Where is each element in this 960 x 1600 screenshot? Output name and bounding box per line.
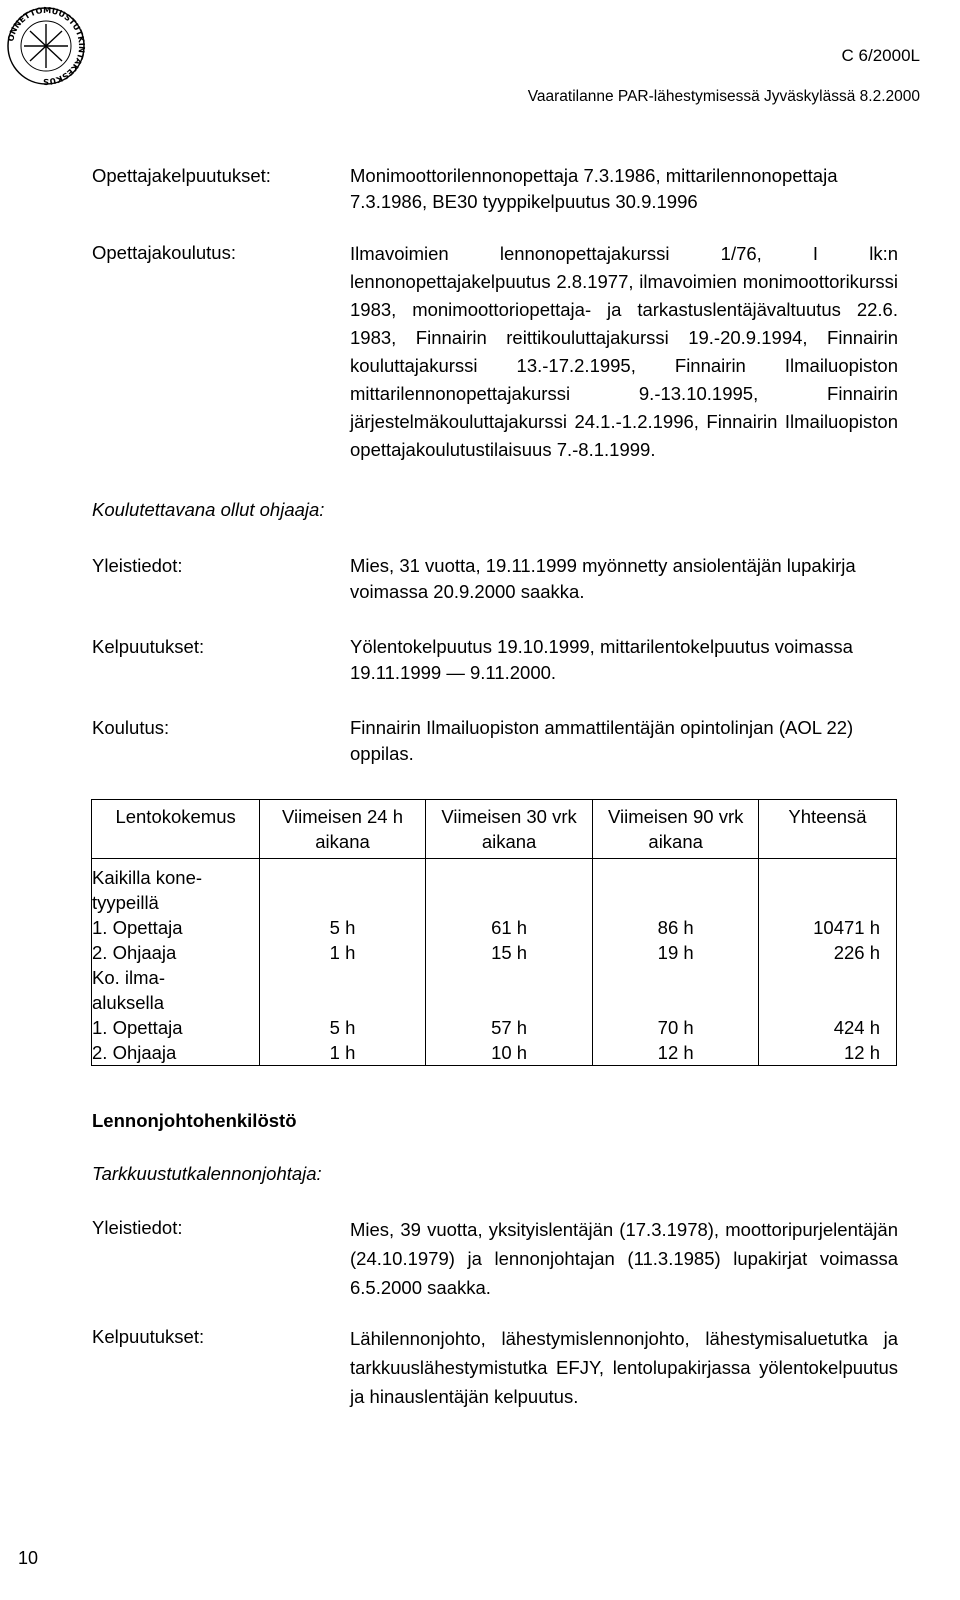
cell-value: 10 h bbox=[491, 1042, 528, 1063]
instructor-training-label: Opettajakoulutus: bbox=[92, 242, 236, 263]
column-total bbox=[758, 859, 896, 1066]
group-label: aluksella bbox=[92, 992, 164, 1013]
trainee-qualifications-value: Yölentokelpuutus 19.10.1999, mittarilentokelpuutus voimassa 19.11.1999 — 9.11.2000. bbox=[350, 636, 853, 683]
cell-value: 5 h bbox=[329, 1017, 356, 1038]
cell-value: 10471 h bbox=[813, 917, 880, 938]
cell-value: 70 h bbox=[657, 1017, 694, 1038]
cell-value: 86 h bbox=[657, 917, 694, 938]
row-label: 2. Ohjaaja bbox=[92, 1042, 177, 1063]
instructor-qualifications-label: Opettajakelpuutukset: bbox=[92, 165, 271, 186]
header-flight-experience: Lentokokemus bbox=[92, 800, 260, 859]
row-label: 1. Opettaja bbox=[92, 1017, 183, 1038]
group-label: tyypeillä bbox=[92, 892, 159, 913]
trainee-heading: Koulutettavana ollut ohjaaja: bbox=[92, 499, 325, 520]
trainee-general-value: Mies, 31 vuotta, 19.11.1999 myönnetty ansiolentäjän lupakirja voimassa 20.9.2000 saakka. bbox=[350, 555, 856, 602]
report-code: C 6/2000L bbox=[841, 46, 920, 65]
header-last-90d: Viimeisen 90 vrk aikana bbox=[593, 800, 759, 859]
trainee-qualifications-label: Kelpuutukset: bbox=[92, 636, 205, 657]
instructor-qualifications-value: Monimoottorilennonopettaja 7.3.1986, mittarilennonopettaja 7.3.1986, BE30 tyyppikelpuutus 30.9.1996 bbox=[350, 165, 838, 212]
cell-value: 1 h bbox=[329, 1042, 356, 1063]
cell-value: 12 h bbox=[657, 1042, 694, 1063]
cell-value: 424 h bbox=[833, 1017, 880, 1038]
cell-value: 12 h bbox=[843, 1042, 880, 1063]
trainee-general-label: Yleistiedot: bbox=[92, 555, 183, 576]
cell-value: 226 h bbox=[833, 942, 880, 963]
row-label: 1. Opettaja bbox=[92, 917, 183, 938]
row-label: 2. Ohjaaja bbox=[92, 942, 177, 963]
atc-qualifications-value: Lähilennonjohto, lähestymislennonjohto, lähestymisaluetutka ja tarkkuuslähestymistutka EFJY, lentolupakirjassa yölentokelpuutus ja hinauslentäjän kelpuutus. bbox=[350, 1328, 898, 1407]
cell-value: 19 h bbox=[657, 942, 694, 963]
group-label: Kaikilla kone- bbox=[92, 867, 203, 888]
cell-value: 57 h bbox=[491, 1017, 528, 1038]
instructor-training-value: Ilmavoimien lennonopettajakurssi 1/76, I lk:n lennonopettajakelpuutus 2.8.1977, ilmavoimien monimoottorikurssi 1983, monimoottoriopettaja- ja tarkastuslentäjävaltuutus 22.6. 1983, Finnairin reittikouluttajakurssi 19.-20.9.1994, Finnairin kouluttajakurssi 13.-17.2.1995, Finnairin Ilmailuopiston mittarilennonopettajakurssi 9.-13.10.1995, Finnairin järjestelmäkouluttajakurssi 24.1.-1.2.1996, Finnairin Ilmailuopiston opettajakoulutustilaisuus 7.-8.1.1999. bbox=[350, 243, 898, 460]
header-last-30d: Viimeisen 30 vrk aikana bbox=[425, 800, 593, 859]
column-30d bbox=[425, 859, 593, 1066]
report-title: Vaaratilanne PAR-lähestymisessä Jyväskylässä 8.2.2000 bbox=[527, 88, 920, 105]
accident-investigation-board-logo bbox=[4, 4, 88, 88]
trainee-training-label: Koulutus: bbox=[92, 717, 170, 738]
flight-experience-table bbox=[91, 799, 897, 1066]
table-row bbox=[92, 859, 897, 1066]
trainee-training-value: Finnairin Ilmailuopiston ammattilentäjän opintolinjan (AOL 22) oppilas. bbox=[350, 717, 854, 764]
cell-value: 15 h bbox=[491, 942, 528, 963]
atc-heading: Lennonjohtohenkilöstö bbox=[92, 1110, 297, 1131]
cell-value: 5 h bbox=[329, 917, 356, 938]
atc-qualifications-label: Kelpuutukset: bbox=[92, 1326, 205, 1347]
table-header-row bbox=[92, 800, 897, 859]
svg-text:ONNETTOMUUSTUTKINTAKESKUS: ONNETTOMUUSTUTKINTAKESKUS bbox=[5, 4, 88, 88]
column-90d bbox=[593, 859, 759, 1066]
atc-subheading: Tarkkuustutkalennonjohtaja: bbox=[92, 1163, 322, 1184]
header-last-24h: Viimeisen 24 h aikana bbox=[260, 800, 426, 859]
header-total: Yhteensä bbox=[758, 800, 896, 859]
cell-value: 61 h bbox=[491, 917, 528, 938]
atc-general-value: Mies, 39 vuotta, yksityislentäjän (17.3.1978), moottoripurjelentäjän (24.10.1979) ja lennonjohtajan (11.3.1985) lupakirjat voimassa 6.5.2000 saakka. bbox=[350, 1219, 898, 1298]
column-24h bbox=[260, 859, 426, 1066]
page-number: 10 bbox=[18, 1548, 39, 1568]
group-label: Ko. ilma- bbox=[92, 967, 165, 988]
row-labels bbox=[92, 859, 260, 1066]
atc-general-label: Yleistiedot: bbox=[92, 1217, 183, 1238]
cell-value: 1 h bbox=[329, 942, 356, 963]
